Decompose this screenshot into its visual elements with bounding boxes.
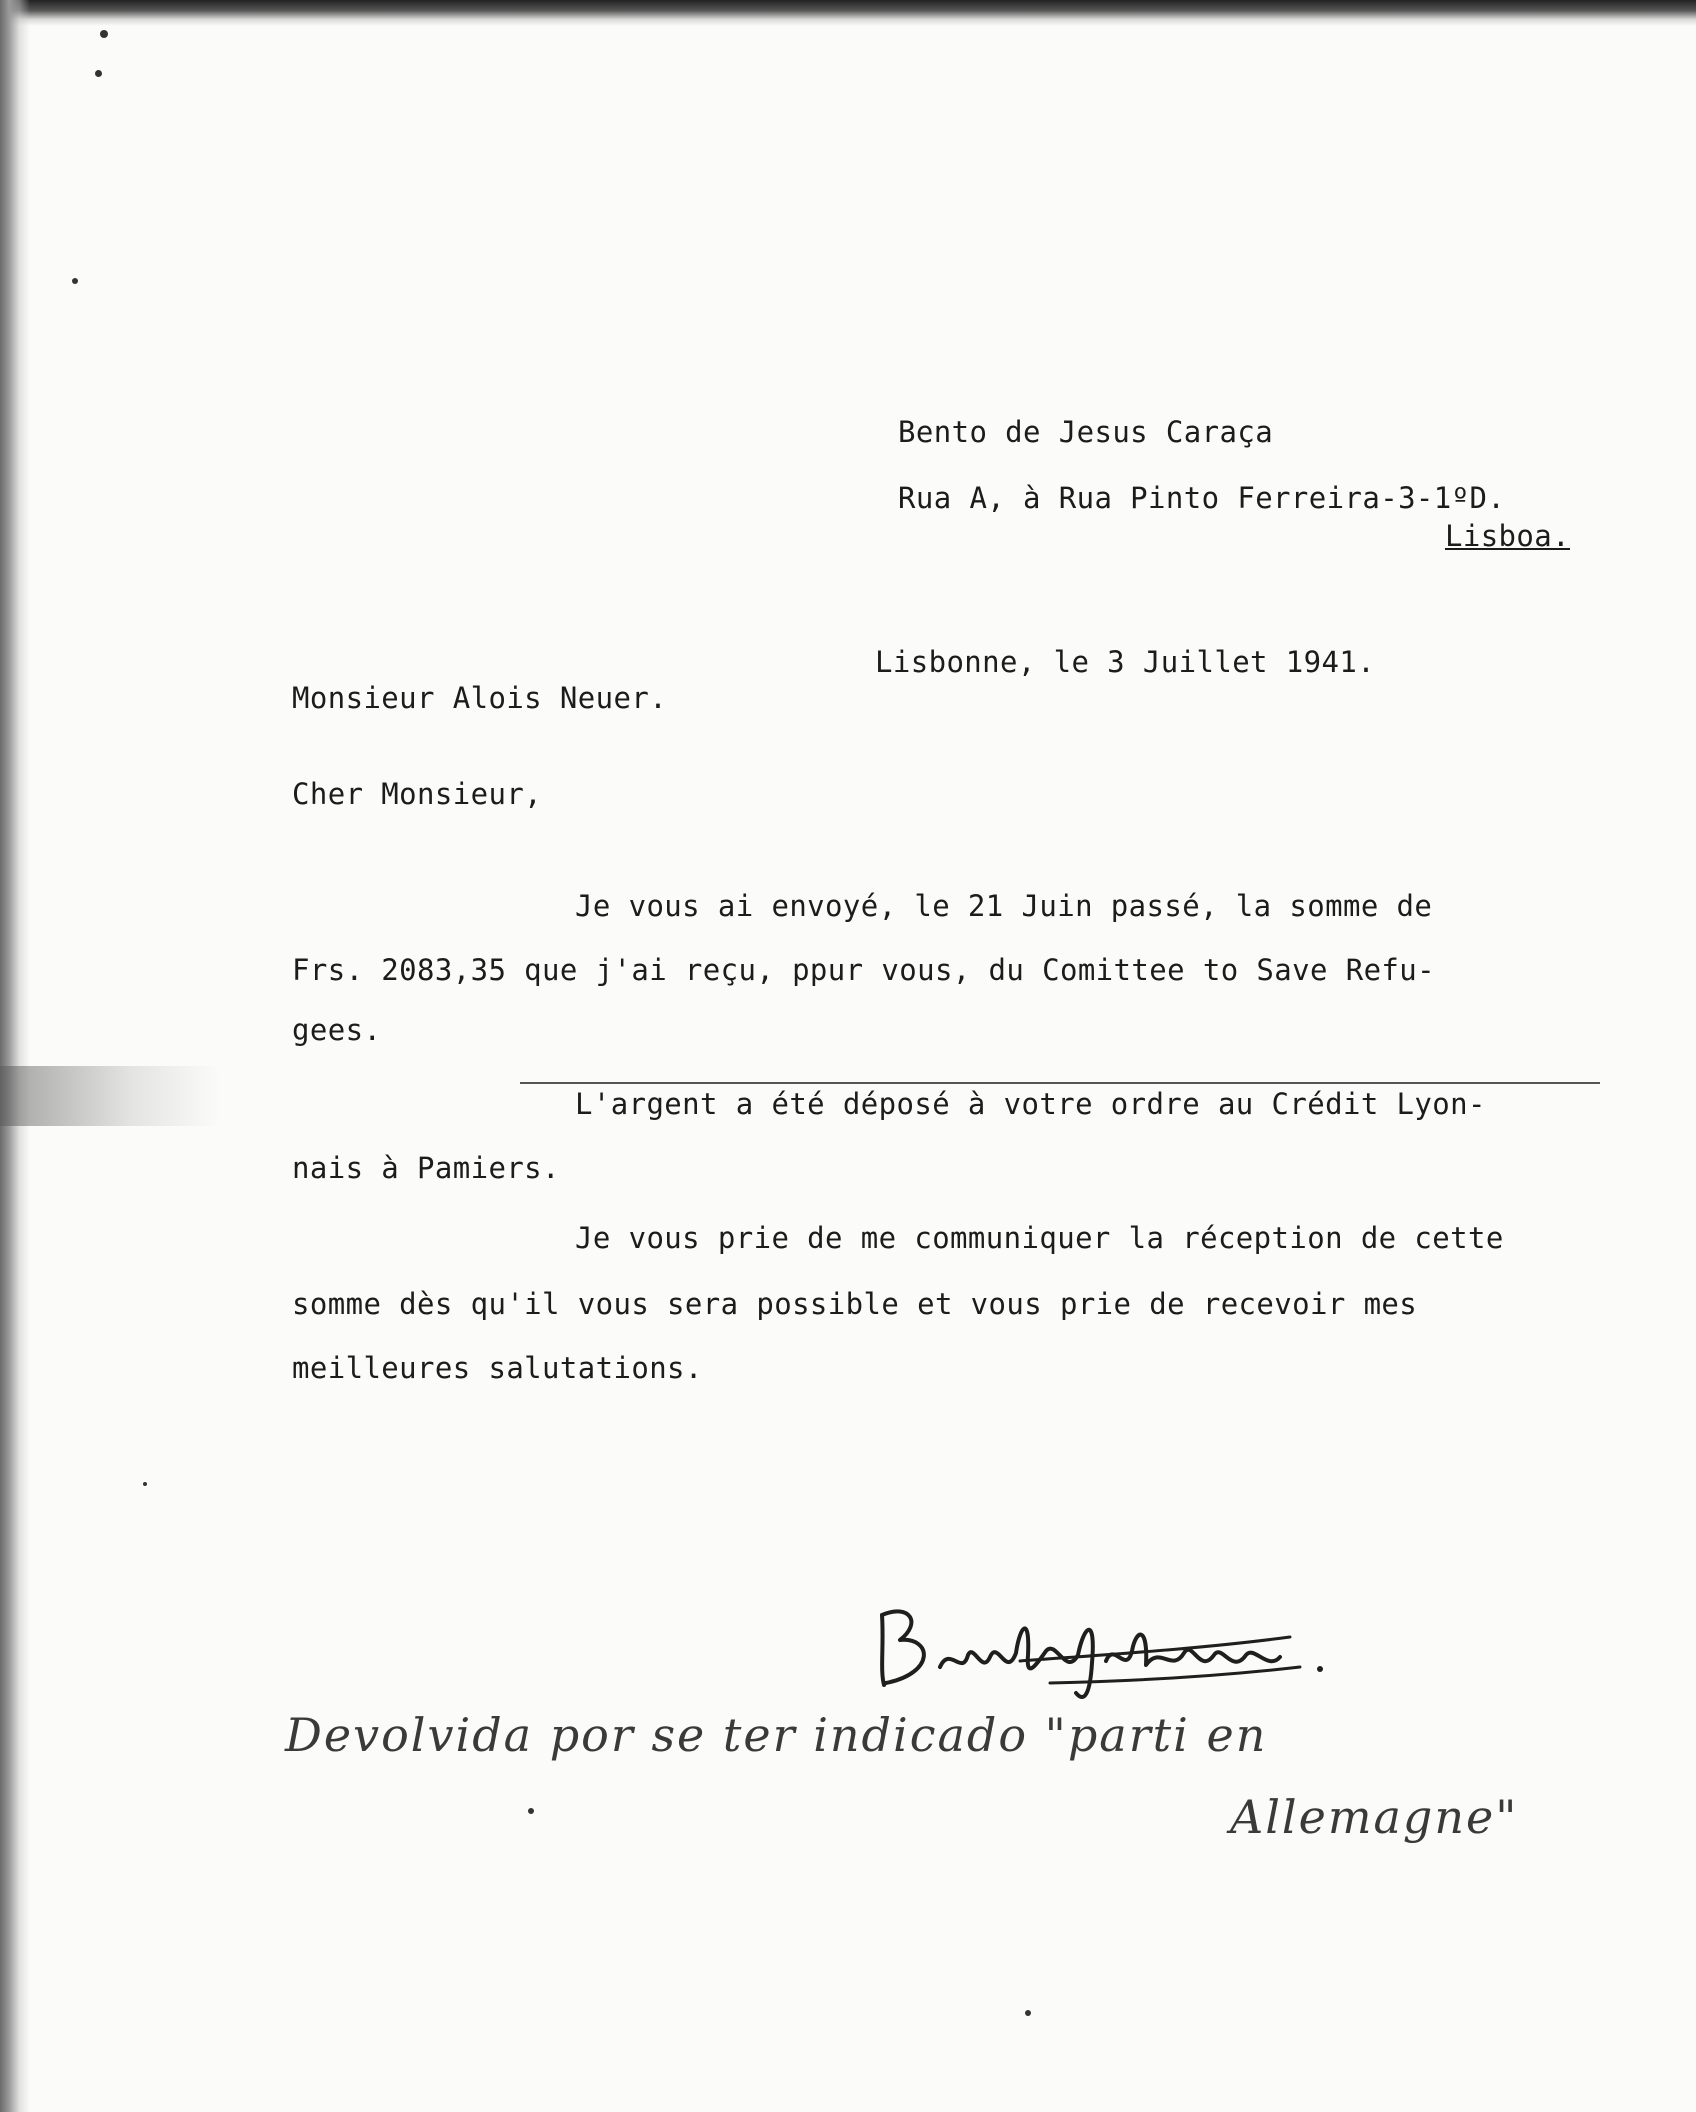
scan-shadow-top [0, 0, 1696, 26]
speck [1025, 2010, 1031, 2016]
salutation: Cher Monsieur, [292, 777, 543, 811]
handwritten-note-line-2: Allemagne" [1230, 1790, 1519, 1844]
speck [100, 30, 108, 38]
paragraph-1-line-1: Je vous ai envoyé, le 21 Juin passé, la somme de [575, 889, 1433, 923]
speck [72, 278, 78, 284]
scan-shadow-left [0, 0, 30, 2112]
paragraph-2-line-2: nais à Pamiers. [292, 1151, 560, 1185]
paragraph-1-line-2: Frs. 2083,35 que j'ai reçu, ppur vous, du Comittee to Save Refu- [292, 953, 1436, 987]
handwritten-note-line-1: Devolvida por se ter indicado "parti en [285, 1708, 1268, 1762]
paragraph-2-line-1: L'argent a été déposé à votre ordre au Crédit Lyon- [575, 1087, 1486, 1121]
paragraph-3-line-3: meilleures salutations. [292, 1351, 703, 1385]
recipient-line: Monsieur Alois Neuer. [292, 681, 668, 715]
paragraph-3-line-2: somme dès qu'il vous sera possible et vous prie de recevoir mes [292, 1287, 1418, 1321]
horizontal-rule [520, 1082, 1600, 1084]
paragraph-3-line-1: Je vous prie de me communiquer la réception de cette [575, 1221, 1504, 1255]
signature [870, 1585, 1350, 1705]
date-line: Lisbonne, le 3 Juillet 1941. [875, 645, 1376, 679]
scan-smudge [0, 1066, 220, 1126]
speck [95, 70, 102, 77]
paragraph-1-line-3: gees. [292, 1013, 382, 1047]
sender-name: Bento de Jesus Caraça [898, 415, 1274, 449]
sender-city: Lisboa. [1444, 519, 1570, 553]
speck [528, 1808, 534, 1814]
speck [143, 1482, 147, 1486]
sender-address: Rua A, à Rua Pinto Ferreira-3-1ºD. [898, 481, 1506, 515]
